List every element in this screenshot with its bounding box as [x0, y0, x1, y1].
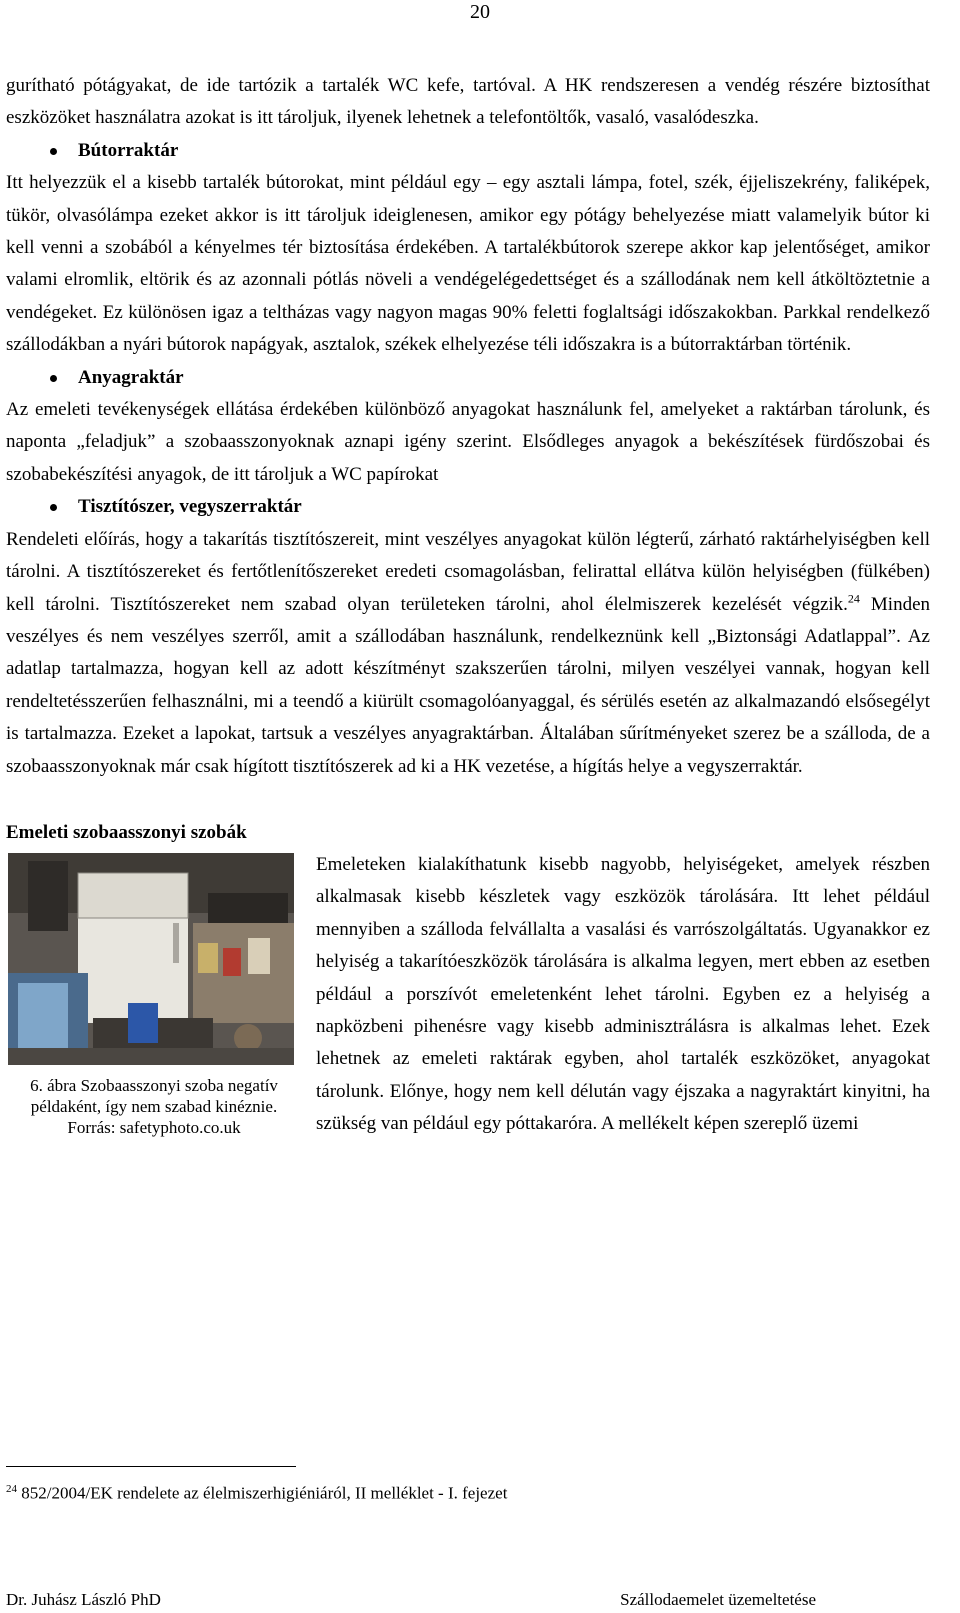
footer-title: Szállodaemelet üzemeltetése	[620, 1590, 816, 1609]
footnote-divider	[6, 1466, 296, 1467]
footnote: $^{24}$ 852/2004/EK rendelete az élelmiszerhigiéniáról, II melléklet - I. fejezet	[6, 1483, 508, 1503]
page-number: 20	[470, 1, 490, 23]
intro-paragraph: gurítható pótágyakat, de ide tartózik a tartalék WC kefe, tartóval. A HK rendszeresen a vendég részére biztosíthat eszközöket használatra azokat is itt tároljuk, ilyenek lehetnek a telefontöltők, vasaló, vasalódeszka.	[6, 75, 930, 129]
footnote-reference[interactable]: 24	[847, 591, 860, 606]
page-content	[6, 70, 930, 1141]
emeleti-body: Emeleteken kialakíthatunk kisebb nagyobb, helyiségeket, amelyek részben alkalmasak kisebb készletek vagy eszközök tárolására. Itt lehet például mennyiben a szálloda felvállalta a vasalási és varrószolgáltatás. Ugyanakkor ez helyiség a takarítóeszközök tárolására is alkalma legyen, mert ebben az esetben például a porszívót emeletenként lehet tárolni. Egyben ez a helyiség a napközbeni pihenésre vagy kisebb adminisztrálásra is alkalmas lehet. Ezek lehetnek az emeleti raktárak egyben, ahol tartalék eszközöket, anyagokat tárolunk. Előnye, hogy nem kell délután vagy éjszaka a nagyraktárt kinyitni, ha szükség van például egy póttakaróra. A mellékelt képen szereplő üzemi	[316, 853, 930, 1135]
section-heading-butorraktar: Bútorraktár	[6, 135, 930, 167]
bullet-icon	[50, 375, 57, 382]
emeleti-title: Emeleti szobaasszonyi szobák	[6, 821, 247, 843]
section-heading-anyagraktar: Anyagraktár	[6, 362, 930, 394]
section-heading-vegyszerraktar: Tisztítószer, vegyszerraktár	[6, 491, 930, 523]
footer-author: Dr. Juhász László PhD	[6, 1590, 161, 1609]
figure-caption: 6. ábra Szobaasszonyi szoba negatív példaként, így nem szabad kinéznie. Forrás: safetyphoto.co.uk	[30, 1075, 278, 1137]
section-body-butorraktar: Itt helyezzük el a kisebb tartalék bútorokat, mint például egy – egy asztali lámpa, fotel, szék, éjjeliszekrény, faliképek, tükör, olvasólámpa ezeket akkor is itt tároljuk ideiglenesen, amikor egy pótágy behelyezése miatt valamelyik bútor ki kell venni a szobából a kényelmes tér biztosítása érdekében. A tartalékbútorok szerepe akkor kap jelentőséget, amikor valami elromlik, eltörik és az azonnali pótlás növeli a vendégelégedettséget és a szállodának nem kell átköltöztetnie a vendégeket. Ez különösen igaz a teltházas vagy nagyon magas 90% feletti foglaltsági időszakokban. Parkkal rendelkező szállodákban a nyári bútorok napágyak, asztalok, székek elhelyezése téli időszakra is a bútorraktárban történik.	[6, 172, 930, 356]
section-body-anyagraktar: Az emeleti tevékenységek ellátása érdekében különböző anyagokat használunk fel, amelyeket a raktárban tárolunk, és naponta „feladjuk” a szobaasszonyoknak aznapi igény szerint. Elsődleges anyagok a bekészítések fürdőszobai és szobabekészítési anyagok, de itt tároljuk a WC papírokat	[6, 399, 930, 485]
bullet-icon	[50, 148, 57, 155]
figure-6	[6, 853, 306, 1138]
section-body-vegyszerraktar: Rendeleti előírás, hogy a takarítás tisztítószereit, mint veszélyes anyagokat külön légterű, zárható raktárhelyiségben kell tárolni. A tisztítószereket és fertőtlenítőszereket eredeti csomagolásban, felirattal ellátva külön helyiségben (fülkében) kell tárolni. Tisztítószereket nem szabad olyan területeken tárolni, ahol élelmiszerek kezelését végzik.$^{24}$ Minden veszélyes és nem veszélyes szerről, amit a szállodában használunk, rendelkeznünk kell „Biztonsági Adatlappal”. Az adatlap tartalmazza, hogyan kell az adott készítményt szakszerűen tárolni, milyen veszélyei vannak, hogyan kell rendeltetésszerűen felhasználni, mi a teendő a kiürült csomagolóanyaggal, és sérülés esetén az alkalmazandó elsősegélyt is tartalmazza. Ezeket a lapokat, tartsuk a veszélyes anyagraktárban. Általában sűrítményeket szerez be a szálloda, de a szobaasszonyoknak már csak hígított tisztítószerek ad ki a HK vezetése, a hígítás helye a vegyszerraktár.	[6, 528, 931, 777]
storage-room-photo	[8, 853, 294, 1065]
